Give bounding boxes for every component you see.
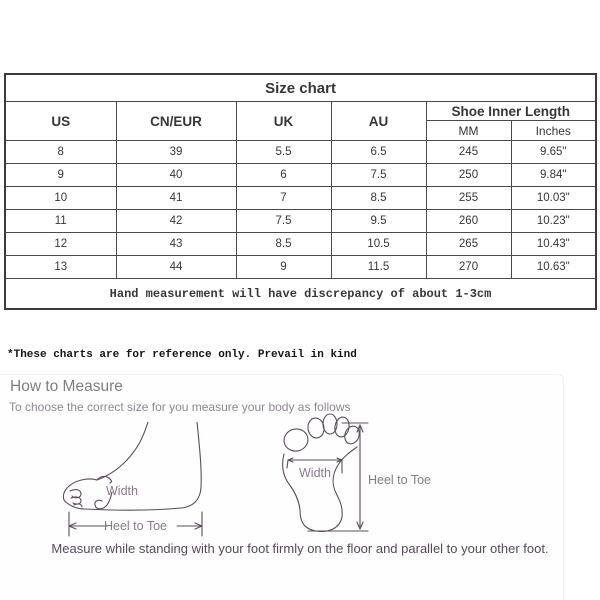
size-chart-title: Size chart — [5, 74, 596, 102]
table-cell: 10 — [5, 187, 116, 210]
table-cell: 9 — [5, 164, 116, 187]
side-view-width-label: Width — [106, 484, 138, 498]
table-cell: 9.5 — [331, 210, 426, 233]
measure-caption: Measure while standing with your foot firmly on the floor and parallel to your other foot. — [51, 541, 549, 556]
table-row — [5, 164, 596, 187]
table-cell: 40 — [116, 164, 236, 187]
table-cell: 8 — [5, 141, 116, 164]
table-cell: 43 — [116, 233, 236, 256]
size-table-body — [5, 141, 596, 279]
how-to-measure-title: How to Measure — [10, 378, 123, 395]
table-cell: 260 — [426, 210, 511, 233]
table-cell: 7 — [236, 187, 331, 210]
table-cell: 5.5 — [236, 141, 331, 164]
col-header-mm: MM — [426, 121, 511, 141]
table-cell: 41 — [116, 187, 236, 210]
table-cell: 7.5 — [236, 210, 331, 233]
footprint-toe-2 — [307, 417, 326, 439]
col-header-au: AU — [331, 102, 426, 141]
table-cell: 42 — [116, 210, 236, 233]
table-cell: 265 — [426, 233, 511, 256]
table-row — [5, 233, 596, 256]
table-cell: 6 — [236, 164, 331, 187]
col-header-us: US — [5, 102, 116, 141]
table-cell: 13 — [5, 256, 116, 279]
table-note-row — [5, 279, 596, 310]
top-view-heel-to-toe-label: Heel to Toe — [368, 473, 432, 487]
table-cell: 9.65" — [511, 141, 596, 164]
table-cell: 39 — [116, 141, 236, 164]
table-cell: 9.84" — [511, 164, 596, 187]
table-cell: 10.43" — [511, 233, 596, 256]
table-cell: 7.5 — [331, 164, 426, 187]
table-cell: 250 — [426, 164, 511, 187]
size-chart-table — [4, 73, 597, 310]
table-row — [5, 256, 596, 279]
col-header-uk: UK — [236, 102, 331, 141]
table-cell: 10.03" — [511, 187, 596, 210]
table-cell: 9 — [236, 256, 331, 279]
table-cell: 10.23" — [511, 210, 596, 233]
measurement-note: Hand measurement will have discrepancy of about 1-3cm — [5, 279, 596, 310]
table-cell: 12 — [5, 233, 116, 256]
table-cell: 255 — [426, 187, 511, 210]
table-header-row — [5, 102, 596, 121]
table-cell: 11.5 — [331, 256, 426, 279]
foot-side-leg-front — [97, 422, 148, 480]
table-row — [5, 210, 596, 233]
table-cell: 11 — [5, 210, 116, 233]
reference-disclaimer: *These charts are for reference only. Prevail in kind — [7, 349, 357, 361]
table-row — [5, 141, 596, 164]
table-cell: 245 — [426, 141, 511, 164]
table-cell: 8.5 — [236, 233, 331, 256]
table-cell: 10.63" — [511, 256, 596, 279]
side-view-heel-to-toe-label: Heel to Toe — [104, 519, 168, 533]
table-cell: 44 — [116, 256, 236, 279]
footprint-big-toe — [282, 426, 311, 453]
table-cell: 270 — [426, 256, 511, 279]
top-view-width-label: Width — [299, 466, 331, 480]
col-header-inner-length: Shoe Inner Length — [426, 102, 596, 121]
table-cell: 10.5 — [331, 233, 426, 256]
size-table-foot — [5, 279, 596, 310]
foot-side-toe-crease-3 — [74, 504, 82, 507]
table-row — [5, 187, 596, 210]
size-table-head — [5, 74, 596, 141]
table-title-row — [5, 74, 596, 102]
col-header-cneur: CN/EUR — [116, 102, 236, 141]
col-header-inches: Inches — [511, 121, 596, 141]
table-cell: 8.5 — [331, 187, 426, 210]
table-cell: 6.5 — [331, 141, 426, 164]
how-to-measure-subtitle: To choose the correct size for you measure your body as follows — [9, 400, 351, 414]
